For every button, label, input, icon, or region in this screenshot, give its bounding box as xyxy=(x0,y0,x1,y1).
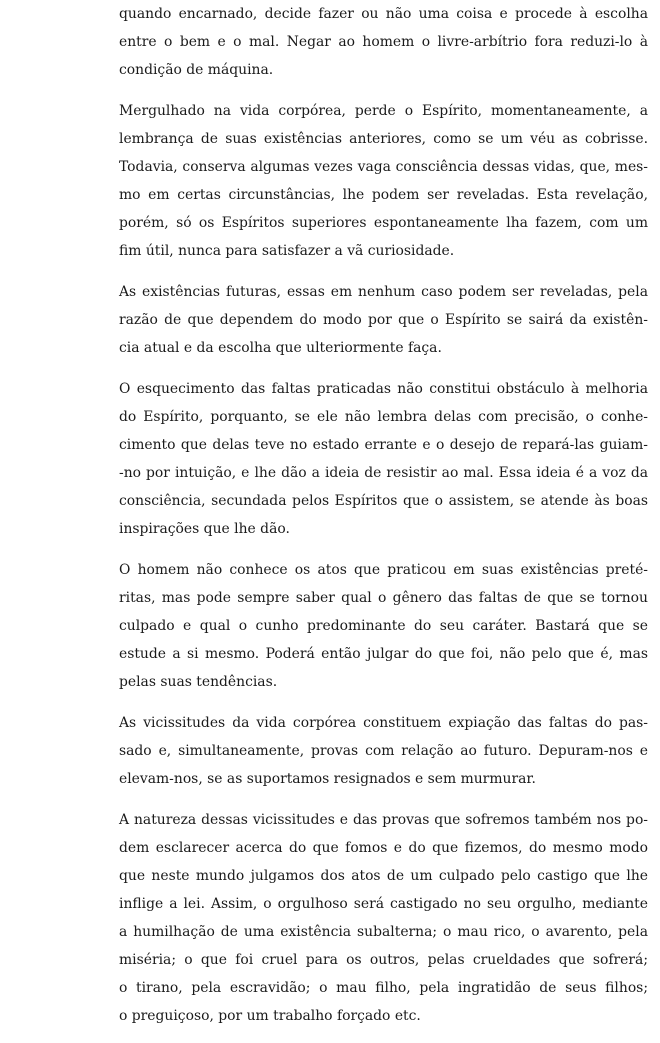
paragraph xyxy=(119,0,648,84)
text-line: lembrança de suas existências anteriores, como se um véu as cobrisse. xyxy=(119,131,648,147)
text-line: miséria; o que foi cruel para os outros, pelas crueldades que sofrerá; xyxy=(119,952,648,968)
text-line: condição de máquina. xyxy=(119,62,274,78)
text-line: As vicissitudes da vida corpórea constituem expiação das faltas do pas- xyxy=(119,715,648,731)
text-line: fim útil, nunca para satisfazer a vã curiosidade. xyxy=(119,243,455,259)
text-line: As existências futuras, essas em nenhum caso podem ser reveladas, pela xyxy=(119,284,648,300)
paragraph xyxy=(119,375,648,543)
text-line: dem esclarecer acerca do que fomos e do que fizemos, do mesmo modo xyxy=(119,840,648,856)
text-line: ritas, mas pode sempre saber qual o gênero das faltas de que se tornou xyxy=(119,590,648,606)
text-line: pelas suas tendências. xyxy=(119,674,278,690)
text-line: sado e, simultaneamente, provas com relação ao futuro. Depuram-nos e xyxy=(119,743,648,759)
text-line: do Espírito, porquanto, se ele não lembra delas com precisão, o conhe- xyxy=(119,409,648,425)
text-line: A natureza dessas vicissitudes e das provas que sofremos também nos po- xyxy=(119,812,648,828)
paragraph xyxy=(119,97,648,265)
text-line: consciência, secundada pelos Espíritos que o assistem, se atende às boas xyxy=(119,493,648,509)
paragraph xyxy=(119,806,648,1030)
text-line: porém, só os Espíritos superiores espontaneamente lha fazem, com um xyxy=(119,215,648,231)
text-line: cimento que delas teve no estado errante e o desejo de repará-las guiam- xyxy=(119,437,648,453)
text-line: entre o bem e o mal. Negar ao homem o livre-arbítrio fora reduzi-lo à xyxy=(119,34,648,50)
text-line: inflige a lei. Assim, o orgulhoso será castigado no seu orgulho, mediante xyxy=(119,896,648,912)
text-line: estude a si mesmo. Poderá então julgar do que foi, não pelo que é, mas xyxy=(119,646,648,662)
text-line: a humilhação de uma existência subalterna; o mau rico, o avarento, pela xyxy=(119,924,648,940)
text-line: culpado e qual o cunho predominante do seu caráter. Bastará que se xyxy=(119,618,648,634)
text-line: o tirano, pela escravidão; o mau filho, pela ingratidão de seus filhos; xyxy=(119,980,648,996)
text-line: mo em certas circunstâncias, lhe podem ser reveladas. Esta revelação, xyxy=(119,187,648,203)
text-line: Todavia, conserva algumas vezes vaga consciência dessas vidas, que, mes- xyxy=(119,159,648,175)
text-line: razão de que dependem do modo por que o Espírito se sairá da existên- xyxy=(119,312,648,328)
text-line: quando encarnado, decide fazer ou não uma coisa e procede à escolha xyxy=(119,6,648,22)
text-line: O esquecimento das faltas praticadas não constitui obstáculo à melhoria xyxy=(119,381,648,397)
paragraph xyxy=(119,709,648,793)
document-page xyxy=(119,0,648,1043)
text-line: inspirações que lhe dão. xyxy=(119,521,290,537)
text-line: o preguiçoso, por um trabalho forçado etc. xyxy=(119,1008,421,1024)
text-line: elevam-nos, se as suportamos resignados e sem murmurar. xyxy=(119,771,536,787)
text-line: cia atual e da escolha que ulteriormente faça. xyxy=(119,340,442,356)
text-line: que neste mundo julgamos dos atos de um culpado pelo castigo que lhe xyxy=(119,868,648,884)
text-line: Mergulhado na vida corpórea, perde o Espírito, momentaneamente, a xyxy=(119,103,648,119)
paragraph xyxy=(119,556,648,696)
text-line: O homem não conhece os atos que praticou em suas existências preté- xyxy=(119,562,648,578)
paragraph xyxy=(119,278,648,362)
text-line: -no por intuição, e lhe dão a ideia de resistir ao mal. Essa ideia é a voz da xyxy=(119,465,648,481)
